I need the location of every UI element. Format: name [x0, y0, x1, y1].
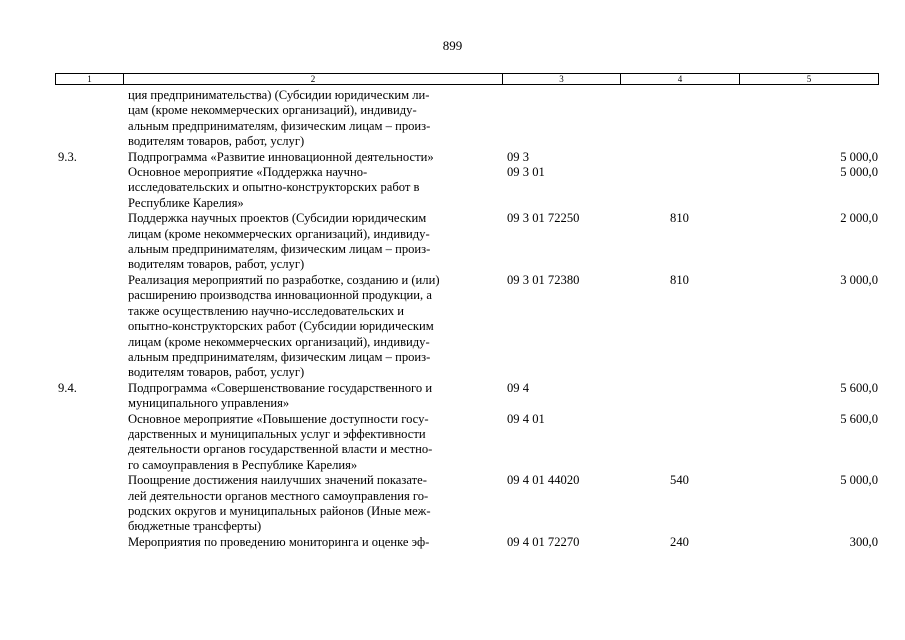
- row-code: [502, 88, 620, 150]
- row-name-line: Поощрение достижения наилучших значений показате-: [128, 473, 427, 488]
- row-name-line: исследовательских и опытно-конструкторских работ в: [128, 180, 420, 195]
- column-header-4: 4: [621, 74, 740, 85]
- row-name-line: Подпрограмма «Совершенствование государственного и: [128, 380, 433, 395]
- row-name-line: муниципального управления»: [128, 396, 290, 411]
- row-name-line: альным предпринимателям, физическим лицам – произ-: [128, 349, 431, 364]
- row-number: 9.4.: [58, 380, 77, 395]
- row-expense-type: [620, 381, 739, 412]
- row-code: 09 3 01 72250: [507, 211, 580, 226]
- table-row: [55, 165, 878, 211]
- table-row: [55, 150, 878, 165]
- row-code: 09 4: [507, 380, 530, 395]
- table-row: [55, 473, 878, 535]
- row-name-line: лей деятельности органов местного самоуправления го-: [128, 488, 429, 503]
- row-code: 09 4 01: [507, 411, 545, 426]
- row-number: 9.3.: [58, 149, 77, 164]
- row-number: [55, 165, 123, 211]
- row-name-line: лицам (кроме некоммерческих организаций), индивиду-: [128, 226, 430, 241]
- row-name: [123, 473, 502, 535]
- row-code: 09 4 01 72270: [507, 534, 580, 549]
- row-name-line: родских округов и муниципальных районов (Иные меж-: [128, 503, 431, 518]
- row-expense-type: [620, 150, 739, 165]
- column-header-5: 5: [740, 74, 879, 85]
- budget-table-body: [55, 88, 878, 550]
- row-name-line: лицам (кроме некоммерческих организаций), индивиду-: [128, 334, 430, 349]
- row-number: [55, 273, 123, 381]
- row-expense-type: [620, 88, 739, 150]
- row-sum: 5 000,0: [840, 149, 878, 164]
- row-number: [55, 412, 123, 474]
- row-name-line: Основное мероприятие «Поддержка научно-: [128, 165, 368, 180]
- row-expense-type: 810: [670, 272, 689, 287]
- row-sum: 5 600,0: [840, 411, 878, 426]
- column-header-row: [56, 74, 879, 85]
- table-row: [55, 381, 878, 412]
- row-expense-type: 810: [670, 211, 689, 226]
- page-number: 899: [442, 38, 463, 53]
- row-name: [123, 381, 502, 412]
- row-code: 09 4 01 44020: [507, 473, 580, 488]
- table-row: [55, 211, 878, 273]
- row-name: [123, 273, 502, 381]
- row-number: [55, 88, 123, 150]
- row-code: 09 3 01 72380: [507, 272, 580, 287]
- row-expense-type: 240: [670, 534, 689, 549]
- row-name-line: Мероприятия по проведению мониторинга и оценке эф-: [128, 534, 430, 549]
- row-name: [123, 211, 502, 273]
- row-expense-type: 540: [670, 473, 689, 488]
- column-header-table: [55, 73, 879, 85]
- column-header-3: 3: [503, 74, 621, 85]
- column-header-1: 1: [56, 74, 124, 85]
- table-row: [55, 88, 878, 150]
- row-expense-type: [620, 165, 739, 211]
- row-name-line: расширению производства инновационной продукции, а: [128, 288, 432, 303]
- row-number: [55, 535, 123, 550]
- table-row: [55, 273, 878, 381]
- row-sum: 2 000,0: [840, 211, 878, 226]
- row-name-line: Реализация мероприятий по разработке, созданию и (или): [128, 272, 440, 287]
- row-name: [123, 535, 502, 550]
- column-header-2: 2: [124, 74, 503, 85]
- row-expense-type: [620, 412, 739, 474]
- row-code: 09 3 01: [507, 165, 545, 180]
- row-name: [123, 165, 502, 211]
- row-name-line: водителям товаров, работ, услуг): [128, 134, 305, 149]
- row-name: [123, 412, 502, 474]
- row-code: 09 3: [507, 149, 530, 164]
- row-name-line: го самоуправления в Республике Карелия»: [128, 457, 358, 472]
- row-sum: 5 600,0: [840, 380, 878, 395]
- row-sum: 5 000,0: [840, 473, 878, 488]
- row-name-line: бюджетные трансферты): [128, 519, 262, 534]
- row-name-line: цам (кроме некоммерческих организаций), индивиду-: [128, 103, 417, 118]
- table-row: [55, 412, 878, 474]
- row-sum: [739, 88, 878, 150]
- row-name-line: дарственных и муниципальных услуг и эффективности: [128, 426, 426, 441]
- row-name: [123, 150, 502, 165]
- row-name-line: альным предпринимателям, физическим лицам – произ-: [128, 242, 431, 257]
- table-row: [55, 535, 878, 550]
- budget-table: [55, 88, 878, 550]
- row-name-line: Подпрограмма «Развитие инновационной деятельности»: [128, 149, 434, 164]
- row-name-line: также осуществлению научно-исследовательских и: [128, 303, 405, 318]
- row-name-line: Республике Карелия»: [128, 195, 244, 210]
- row-name-line: ция предпринимательства) (Субсидии юридическим ли-: [128, 88, 430, 102]
- row-name-line: водителям товаров, работ, услуг): [128, 365, 305, 380]
- row-sum: 300,0: [849, 534, 878, 549]
- row-name-line: альным предпринимателям, физическим лицам – произ-: [128, 118, 431, 133]
- row-name-line: Основное мероприятие «Повышение доступности госу-: [128, 411, 429, 426]
- row-number: [55, 473, 123, 535]
- row-number: [55, 211, 123, 273]
- row-name: [123, 88, 502, 150]
- row-name-line: опытно-конструкторских работ (Субсидии юридическим: [128, 319, 434, 334]
- row-sum: 3 000,0: [840, 272, 878, 287]
- row-name-line: водителям товаров, работ, услуг): [128, 257, 305, 272]
- row-name-line: деятельности органов государственной власти и местно-: [128, 442, 433, 457]
- row-name-line: Поддержка научных проектов (Субсидии юридическим: [128, 211, 427, 226]
- row-sum: 5 000,0: [840, 165, 878, 180]
